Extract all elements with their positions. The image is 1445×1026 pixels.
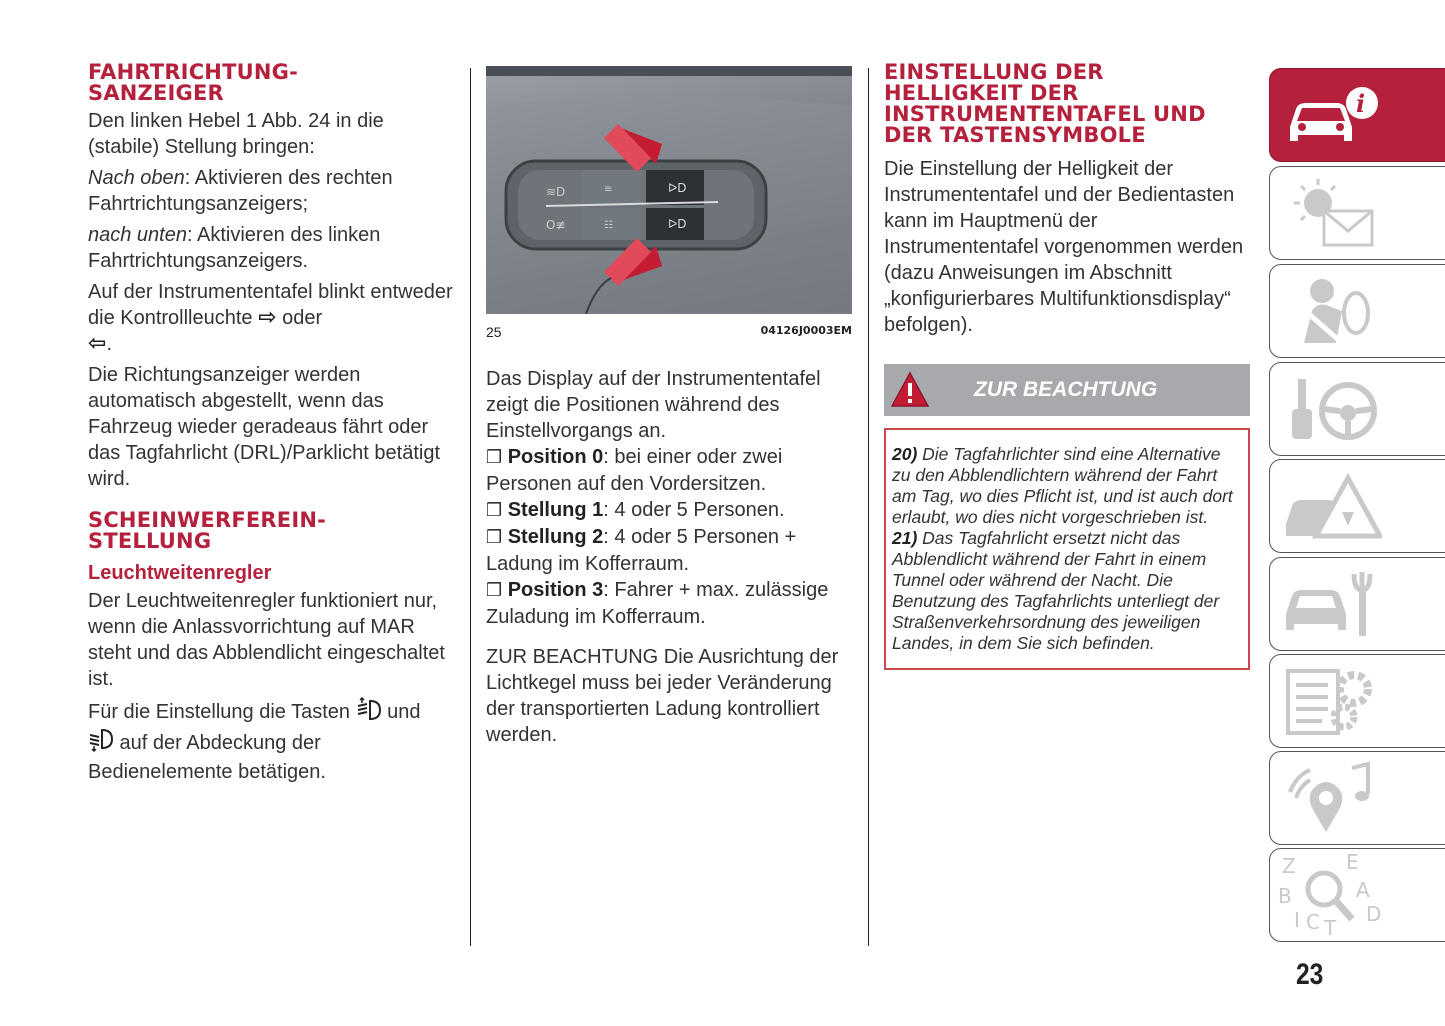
warning-header	[884, 364, 1250, 416]
index-letter: B	[1278, 884, 1292, 908]
tab-technical-data[interactable]	[1269, 654, 1445, 748]
paragraph: Der Leuchtweitenregler funktioniert nur, wenn die Anlassvorrichtung auf MAR steht und das Abblendlicht eingeschaltet ist.	[88, 590, 445, 690]
svg-text:☷: ☷	[604, 220, 613, 231]
paragraph: Das Display auf der Instrumententafel zeigt die Positionen während des Einstellvorgangs an.	[486, 368, 821, 442]
figure-caption	[486, 324, 852, 340]
note-text: Das Tagfahrlicht ersetzt nicht das Abblendlicht während der Fahrt in einem Tunnel oder während der Nacht. Die Benutzung des Tagfahrlichts unterliegt der Straßenverkehrsordnung des jeweiligen Landes, in dem Sie sich befinden.	[892, 528, 1220, 653]
checkbox-bullet-icon: ❒	[486, 527, 503, 548]
svg-text:ᐅD: ᐅD	[668, 217, 687, 231]
tab-know-your-car[interactable]	[1269, 68, 1445, 162]
index-letter: T	[1324, 916, 1337, 937]
position-text: : 4 oder 5 Personen + Ladung im Kofferraum.	[486, 526, 797, 575]
column-divider-2	[868, 68, 869, 946]
warning-lights-icon	[1282, 173, 1382, 253]
paragraph: Die Richtungsanzeiger werden automatisch abgestellt, wenn das Fahrzeug wieder geradeaus fährt oder das Tagfahrlicht (DRL)/Parklicht betätigt wird.	[88, 364, 441, 490]
position-item	[486, 497, 852, 524]
arrow-right-icon: ⇨	[258, 305, 277, 330]
column-divider-1	[470, 68, 471, 946]
tab-emergency[interactable]	[1269, 459, 1445, 553]
position-text: : Fahrer + max. zulässige Zuladung im Kofferraum.	[486, 579, 829, 628]
position-list	[486, 444, 852, 630]
note-number: 20)	[892, 444, 918, 464]
svg-text:≡: ≡	[604, 184, 613, 195]
paragraph-note: ZUR BEACHTUNG Die Ausrichtung der Lichtkegel muss bei jeder Veränderung der transportierten Ladung kontrolliert werden.	[486, 646, 839, 746]
svg-text:ᐅD: ᐅD	[668, 181, 687, 195]
document-gear-icon	[1282, 661, 1382, 741]
paragraph: Die Einstellung der Helligkeit der Instrumententafel und der Bedientasten kann im Hauptmenü der Instrumententafel vorgenommen werden (dazu Anweisungen im Abschnitt „konfigurierbares Multifunktionsdisplay“ befolgen).	[884, 158, 1244, 336]
note-text: Die Tagfahrlichter sind eine Alternative zu den Abblendlichtern während der Fahrt am Tag, wo dies Pflicht ist, und ist auch dort erlaubt, wo dies nicht vorgeschrieben ist.	[892, 444, 1233, 527]
note-number: 21)	[892, 528, 918, 548]
index-search-icon	[1276, 851, 1386, 937]
index-letter: I	[1294, 908, 1300, 932]
index-letter: A	[1356, 878, 1370, 902]
headlight-up-icon	[356, 697, 382, 728]
position-label: Stellung 1	[507, 499, 604, 521]
figure-code: 04126J0003EM	[760, 324, 852, 337]
warning-notes	[884, 428, 1250, 670]
tab-starting-driving[interactable]	[1269, 362, 1445, 456]
position-item	[486, 524, 852, 577]
svg-text:O≢: O≢	[546, 218, 566, 232]
index-letter: Z	[1282, 854, 1296, 878]
checkbox-bullet-icon: ❒	[486, 580, 503, 601]
checkbox-bullet-icon: ❒	[486, 500, 503, 521]
tab-safety[interactable]	[1269, 264, 1445, 358]
warning-triangle-icon	[890, 370, 930, 415]
position-text: : 4 oder 5 Personen.	[603, 499, 785, 521]
position-label: Position 0	[507, 446, 604, 468]
emergency-car-triangle-icon	[1282, 466, 1382, 546]
index-letter: D	[1366, 902, 1382, 926]
index-letter: C	[1306, 910, 1320, 934]
figure-headlight-controls	[486, 66, 852, 314]
position-text: : bei einer oder zwei Personen auf den Vordersitzen.	[486, 446, 783, 495]
arrow-left-icon: ⇦	[88, 331, 107, 356]
tab-lights-messages[interactable]	[1269, 166, 1445, 260]
paragraph: Für die Einstellung die Tasten und auf der Abdeckung der Bedienelemente betätigen.	[88, 697, 454, 785]
page-number: 23	[1296, 958, 1324, 991]
position-item	[486, 444, 852, 497]
airbag-seatbelt-icon	[1282, 271, 1382, 351]
column-left	[88, 62, 454, 790]
paragraph: Nach oben: Aktivieren des rechten Fahrtrichtungsanzeigers;	[88, 167, 393, 215]
checkbox-bullet-icon: ❒	[486, 447, 503, 468]
tab-maintenance[interactable]	[1269, 557, 1445, 651]
warning-title: ZUR BEACHTUNG	[974, 378, 1158, 401]
heading-brightness: EINSTELLUNG DER HELLIGKEIT DER INSTRUMENTENTAFEL UND DER TASTENSYMBOLE	[884, 60, 1206, 147]
paragraph: nach unten: Aktivieren des linken Fahrtrichtungsanzeigers.	[88, 224, 381, 272]
column-middle	[486, 66, 852, 753]
headlight-down-icon	[88, 728, 114, 759]
tab-multimedia[interactable]	[1269, 751, 1445, 845]
paragraph: Den linken Hebel 1 Abb. 24 in die (stabile) Stellung bringen:	[88, 110, 384, 158]
svg-text:≋D: ≋D	[546, 185, 566, 199]
key-steering-wheel-icon	[1282, 369, 1382, 449]
index-letter: E	[1346, 851, 1359, 874]
heading-turn-signals: FAHRTRICHTUNG- SANZEIGER	[88, 60, 298, 105]
subheading-leveling: Leuchtweitenregler	[88, 562, 272, 584]
heading-headlight-adjustment: SCHEINWERFEREIN- STELLUNG	[88, 508, 327, 553]
warning-note	[892, 528, 1242, 654]
multimedia-icon	[1282, 758, 1382, 838]
position-item	[486, 577, 852, 630]
car-wrench-icon	[1282, 564, 1382, 644]
tab-index[interactable]	[1269, 848, 1445, 942]
column-right	[884, 62, 1250, 670]
svg-text:i: i	[1356, 89, 1366, 118]
paragraph: Auf der Instrumententafel blinkt entweder die Kontrollleuchte ⇨ oder ⇦.	[88, 281, 453, 356]
position-label: Position 3	[507, 579, 604, 601]
car-info-icon	[1282, 75, 1392, 155]
warning-note	[892, 444, 1242, 528]
position-label: Stellung 2	[507, 526, 604, 548]
figure-number: 25	[486, 324, 502, 340]
